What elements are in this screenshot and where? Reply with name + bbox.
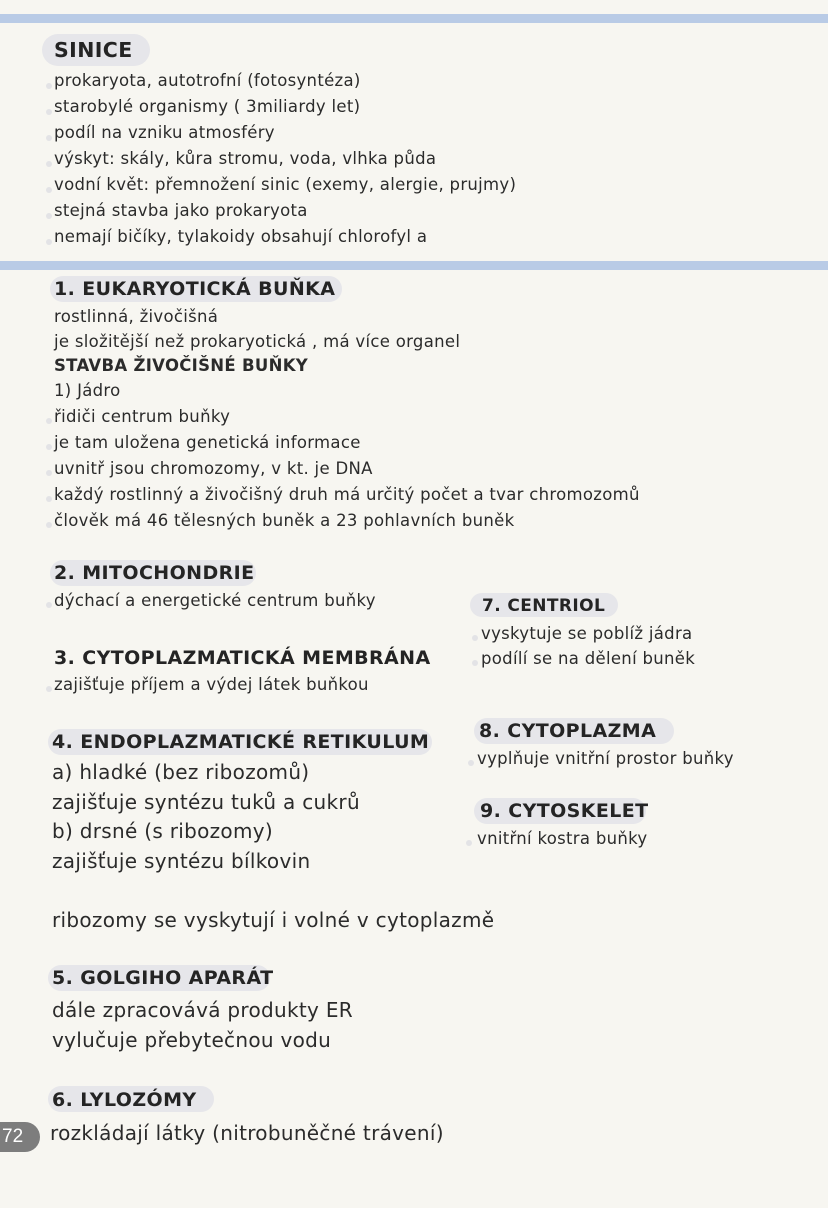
eukaryota-line: rostlinná, živočišná — [54, 307, 219, 326]
bullet — [46, 161, 52, 167]
sinice-item: výskyt: skály, kůra stromu, voda, vlhka půda — [54, 149, 437, 168]
bullet — [46, 109, 52, 115]
bullet — [46, 239, 52, 245]
sinice-title: SINICE — [54, 38, 133, 62]
lyzozomy-title: 6. LYLOZÓMY — [52, 1089, 197, 1111]
golgi-line: dále zpracovává produkty ER — [52, 998, 353, 1022]
bullet — [46, 496, 52, 502]
mitochondrie-title: 2. MITOCHONDRIE — [54, 562, 255, 584]
page-number: 72 — [0, 1122, 40, 1152]
jadro-line: uvnitř jsou chromozomy, v kt. je DNA — [54, 459, 373, 478]
retikulum-title: 4. ENDOPLAZMATICKÉ RETIKULUM — [52, 731, 430, 753]
stavba-heading: STAVBA ŽIVOČIŠNÉ BUŇKY — [54, 356, 309, 375]
centriol-line: podílí se na dělení buněk — [481, 649, 696, 668]
eukaryota-line: je složitější než prokaryotická , má více organel — [54, 332, 461, 351]
sinice-item: vodní květ: přemnožení sinic (exemy, alergie, prujmy) — [54, 175, 517, 194]
jadro-heading: 1) Jádro — [54, 381, 121, 400]
top-rule — [0, 14, 828, 23]
bullet — [46, 686, 52, 692]
sinice-item: podíl na vzniku atmosféry — [54, 123, 275, 142]
retikulum-line: b) drsné (s ribozomy) — [52, 819, 273, 843]
centriol-line: vyskytuje se poblíž jádra — [481, 624, 693, 643]
bullet — [466, 840, 472, 846]
sinice-item: nemají bičíky, tylakoidy obsahují chlorofyl a — [54, 227, 428, 246]
retikulum-line: zajišťuje syntézu bílkovin — [52, 849, 311, 873]
sinice-item: prokaryota, autotrofní (fotosyntéza) — [54, 71, 361, 90]
mitochondrie-line: dýchací a energetické centrum buňky — [54, 591, 376, 610]
bullet — [46, 444, 52, 450]
centriol-title: 7. CENTRIOL — [482, 596, 606, 616]
bullet — [472, 660, 478, 666]
golgi-line: vylučuje přebytečnou vodu — [52, 1028, 332, 1052]
golgi-title: 5. GOLGIHO APARÁT — [52, 967, 274, 989]
cytoplazma-title: 8. CYTOPLAZMA — [479, 720, 657, 742]
bullet — [46, 522, 52, 528]
bullet — [472, 635, 478, 641]
lyzozomy-line: rozkládají látky (nitrobuněčné trávení) — [50, 1121, 444, 1145]
ribozomy-note: ribozomy se vyskytují i volné v cytoplazmě — [52, 908, 495, 932]
eukaryota-title: 1. EUKARYOTICKÁ BUŇKA — [54, 278, 336, 300]
cytoskelet-title: 9. CYTOSKELET — [480, 800, 649, 822]
jadro-line: je tam uložena genetická informace — [54, 433, 361, 452]
bullet — [46, 470, 52, 476]
sinice-item: stejná stavba jako prokaryota — [54, 201, 308, 220]
jadro-line: řidiči centrum buňky — [54, 407, 231, 426]
section-rule — [0, 261, 828, 270]
bullet — [46, 213, 52, 219]
sinice-item: starobylé organismy ( 3miliardy let) — [54, 97, 361, 116]
bullet — [468, 760, 474, 766]
retikulum-line: zajišťuje syntézu tuků a cukrů — [52, 790, 360, 814]
bullet — [46, 187, 52, 193]
retikulum-line: a) hladké (bez ribozomů) — [52, 760, 310, 784]
jadro-line: každý rostlinný a živočišný druh má určitý počet a tvar chromozomů — [54, 485, 640, 504]
bullet — [46, 83, 52, 89]
bullet — [46, 418, 52, 424]
bullet — [46, 135, 52, 141]
bullet — [46, 602, 52, 608]
cytoskelet-line: vnitřní kostra buňky — [477, 829, 648, 848]
membrana-line: zajišťuje příjem a výdej látek buňkou — [54, 675, 369, 694]
cytoplazma-line: vyplňuje vnitřní prostor buňky — [477, 749, 734, 768]
membrana-title: 3. CYTOPLAZMATICKÁ MEMBRÁNA — [54, 647, 431, 669]
jadro-line: člověk má 46 tělesných buněk a 23 pohlavních buněk — [54, 511, 515, 530]
